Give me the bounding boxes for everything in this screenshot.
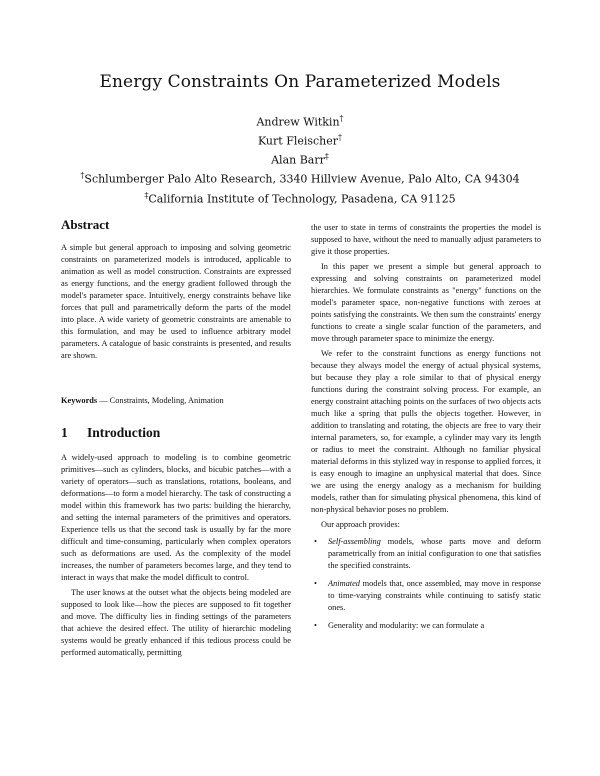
right-paragraph-3: In this paper we present a simple but general approach to expressing and solving constraints on parameterized model hierarchies. We formulate constraints as "energy" functions on the model's parameter space, non-negative functions with zeroes at points satisfying the constraints. We then sum the constraints' energy functions to create a single scalar function of the parameters, and move through parameter space to minimize the energy.: [311, 262, 541, 343]
right-paragraph-4: We refer to the constraint functions as energy functions not because they always model the energy of actual physical systems, but because they play a role similar to that of physical energy functions during the constraint solving process. For example, an energy constraint attaching points on the surfaces of two objects acts much like a spring that pulls the objects together. However, in addition to translating and rotating, the objects are free to vary their internal parameters, so, for example, a cylinder may vary its length or radius to meet the constraint. Although no familiar physical material deforms in this stylized way in response to applied forces, it is easy enough to imagine an unphysical material that does. Since we are using the energy analogy as a mechanism for building models, rather than for simulating physical phenomena, this kind of non-physical behavior poses no problem.: [311, 349, 541, 514]
provides-list: [311, 536, 541, 632]
abstract-paragraph: A simple but general approach to imposing and solving geometric constraints on parameterized models is introduced, applicable to animation as well as model construction. Constraints are expressed as energy functions, and the energy gradient followed through the model's parameter space. Intuitively, energy constraints behave like forces that pull and parametrically deform the parts of the model into place. A wide variety of geometric constraints are amenable to this formulation, and may be used to influence arbitrary model parameters. A catalogue of basic constraints is presented, and results are shown.: [61, 243, 291, 360]
right-paragraph-continued: the user to state in terms of constraints the properties the model is supposed to have, without the need to manually adjust parameters to give it those properties.: [311, 223, 541, 256]
keywords-label: Keywords: [61, 396, 98, 405]
author-3: Alan Barr‡: [271, 152, 329, 167]
section-number: 1: [61, 425, 68, 440]
author-2: Kurt Fleischer†: [257, 133, 343, 148]
intro-paragraph-1: A widely-used approach to modeling is to combine geometric primitives—such as cylinders, blocks, and bicubic patches—with a variety of operators—such as translations, rotations, booleans, and deformations—to form a model hierarchy. The task of constructing a model within this framework has two parts: building the hierarchy, and setting the internal parameters of the primitives and operators. Experience tells us that the second task is usually by far the more difficult and time-consuming, particularly when complex operators such as deformations are used. As the complexity of the model increases, the number of parameters becomes large, and they tend to interact in ways that make the model difficult to control.: [61, 453, 291, 582]
bullet-icon: •: [314, 621, 317, 630]
paper-title: Energy Constraints On Parameterized Models: [99, 72, 501, 92]
affiliation-2: ‡California Institute of Technology, Pasadena, CA 91125: [144, 190, 456, 206]
affiliation-1: †Schlumberger Palo Alto Research, 3340 Hillview Avenue, Palo Alto, CA 94304: [80, 171, 520, 187]
abstract-heading: Abstract: [61, 217, 110, 232]
intro-paragraph-2: The user knows at the outset what the objects being modeled are supposed to look like—how the pieces are supposed to fit together and move. The difficulty lies in finding settings of the parameters that achieve the desired effect. The utility of hierarchic modeling systems would be greatly enhanced if this tedious process could be performed automatically, permitting: [61, 588, 291, 657]
list-item: • Self-assembling models, whose parts move and deform parametrically from an initial configuration to one that satisfies the specified constraints.: [314, 537, 541, 570]
section-title: Introduction: [87, 425, 161, 440]
keywords-line: [61, 395, 291, 407]
introduction-body: [61, 452, 291, 659]
bullet-icon: •: [314, 537, 317, 546]
right-paragraph-5: Our approach provides:: [321, 520, 400, 529]
keywords-text: — Constraints, Modeling, Animation: [97, 396, 224, 405]
author-block: [0, 111, 600, 207]
list-item: • Generality and modularity: we can formulate a: [314, 621, 485, 630]
introduction-heading: [61, 425, 160, 441]
bullet-icon: •: [314, 579, 317, 588]
author-1: Andrew Witkin†: [256, 114, 344, 129]
abstract-body: [61, 242, 291, 362]
right-column: [311, 222, 541, 638]
list-item: • Animated models that, once assembled, may move in response to time-varying constraints while continuing to satisfy static ones.: [314, 579, 541, 612]
